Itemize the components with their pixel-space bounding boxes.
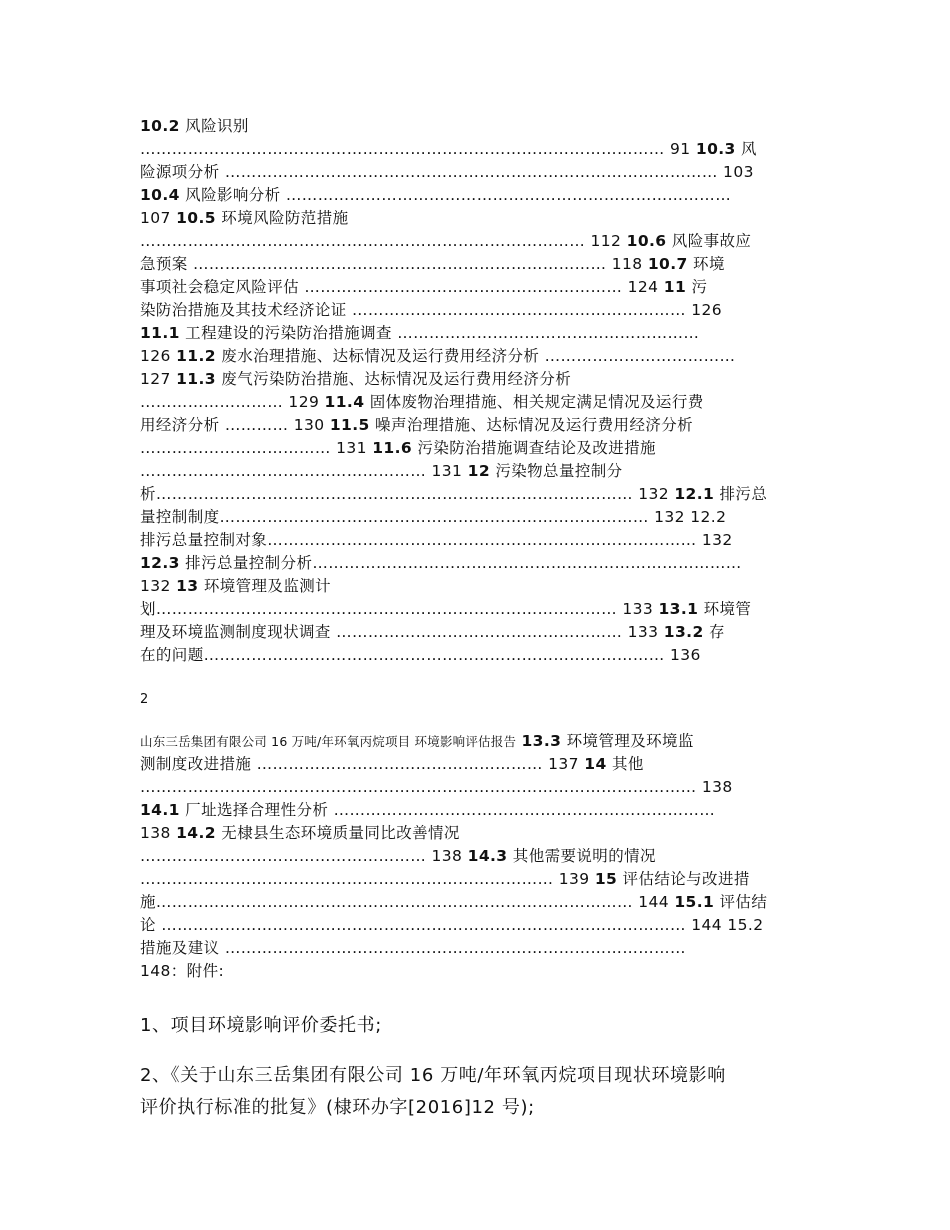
toc-line: 148：附件: [140,962,225,980]
toc-line: ……………………………… 131 11.6 污染防治措施调查结论及改进措施 [140,439,656,457]
toc-line: 论 ……………………………………………………………………………………… 144 15.2 [140,916,764,934]
toc-line: 12.3 排污总量控制分析……………………………………………………………………… [140,554,742,572]
toc-line: 用经济分析 ………… 130 11.5 噪声治理措施、达标情况及运行费用经济分析 [140,416,694,434]
toc-line: 措施及建议 …………………………………………………………………………… [140,939,686,957]
toc-line: …………………………………………………………………………………………… 138 [140,778,733,796]
toc-line: 10.2 风险识别 [140,117,249,135]
toc-line: 127 11.3 废气污染防治措施、达标情况及运行费用经济分析 [140,370,572,388]
toc-line: 132 13 环境管理及监测计 [140,577,332,595]
toc-line: 急预案 …………………………………………………………………… 118 10.7 环境 [140,255,725,273]
toc-line: 量控制制度……………………………………………………………………… 132 12.2 [140,508,727,526]
toc-line: 107 10.5 环境风险防范措施 [140,209,349,227]
toc-line: 施……………………………………………………………………………… 144 15.1 评估结 [140,893,768,911]
toc-line: 126 11.2 废水治理措施、达标情况及运行费用经济分析 ……………………………… [140,347,736,365]
page-number: 2 [140,692,149,707]
toc-line: 测制度改进措施 ……………………………………………… 137 14 其他 [140,755,644,773]
toc-line: ………………………………………………………………………… 112 10.6 风险事故应 [140,232,752,250]
toc-line: 排污总量控制对象……………………………………………………………………… 132 [140,531,733,549]
toc-line: 13.3 环境管理及环境监 [521,732,694,750]
toc-line: 析……………………………………………………………………………… 132 12.1 排污总 [140,485,768,503]
toc-line: ……………………………………………… 138 14.3 其他需要说明的情况 [140,847,656,865]
toc-line: …………………………………………………………………… 139 15 评估结论与改进措 [140,870,750,888]
toc-line: 险源项分析 ………………………………………………………………………………… 103 [140,163,754,181]
toc-line: 138 14.2 无棣县生态环境质量同比改善情况 [140,824,460,842]
toc-line: 染防治措施及其技术经济论证 ……………………………………………………… 126 [140,301,723,319]
toc-line: 在的问题…………………………………………………………………………… 136 [140,646,701,664]
toc-line: ……………………………………………………………………………………… 91 10.3 风 [140,140,757,158]
running-header-line [140,730,694,752]
toc-line: 划…………………………………………………………………………… 133 13.1 环境管 [140,600,752,618]
toc-line: 事项社会稳定风险评估 …………………………………………………… 124 11 污 [140,278,708,296]
toc-line: 理及环境监测制度现状调查 ……………………………………………… 133 13.2 存 [140,623,725,641]
running-header: 山东三岳集团有限公司 16 万吨/年环氧丙烷项目 环境影响评估报告 [140,734,517,749]
toc-line: 10.4 风险影响分析 ………………………………………………………………………… [140,186,732,204]
toc-line: 11.1 工程建设的污染防治措施调查 ………………………………………………… [140,324,700,342]
attachment-item-2-line-1: 2、《关于山东三岳集团有限公司 16 万吨/年环氧丙烷项目现状环境影响 [140,1065,726,1086]
attachment-item-2-line-2: 评价执行标准的批复》(棣环办字[2016]12 号); [140,1097,535,1118]
toc-line: ……………………… 129 11.4 固体废物治理措施、相关规定满足情况及运行费 [140,393,704,411]
attachment-item-1: 1、项目环境影响评价委托书; [140,1015,382,1036]
toc-line: 14.1 厂址选择合理性分析 ……………………………………………………………… [140,801,716,819]
toc-line: ……………………………………………… 131 12 污染物总量控制分 [140,462,623,480]
